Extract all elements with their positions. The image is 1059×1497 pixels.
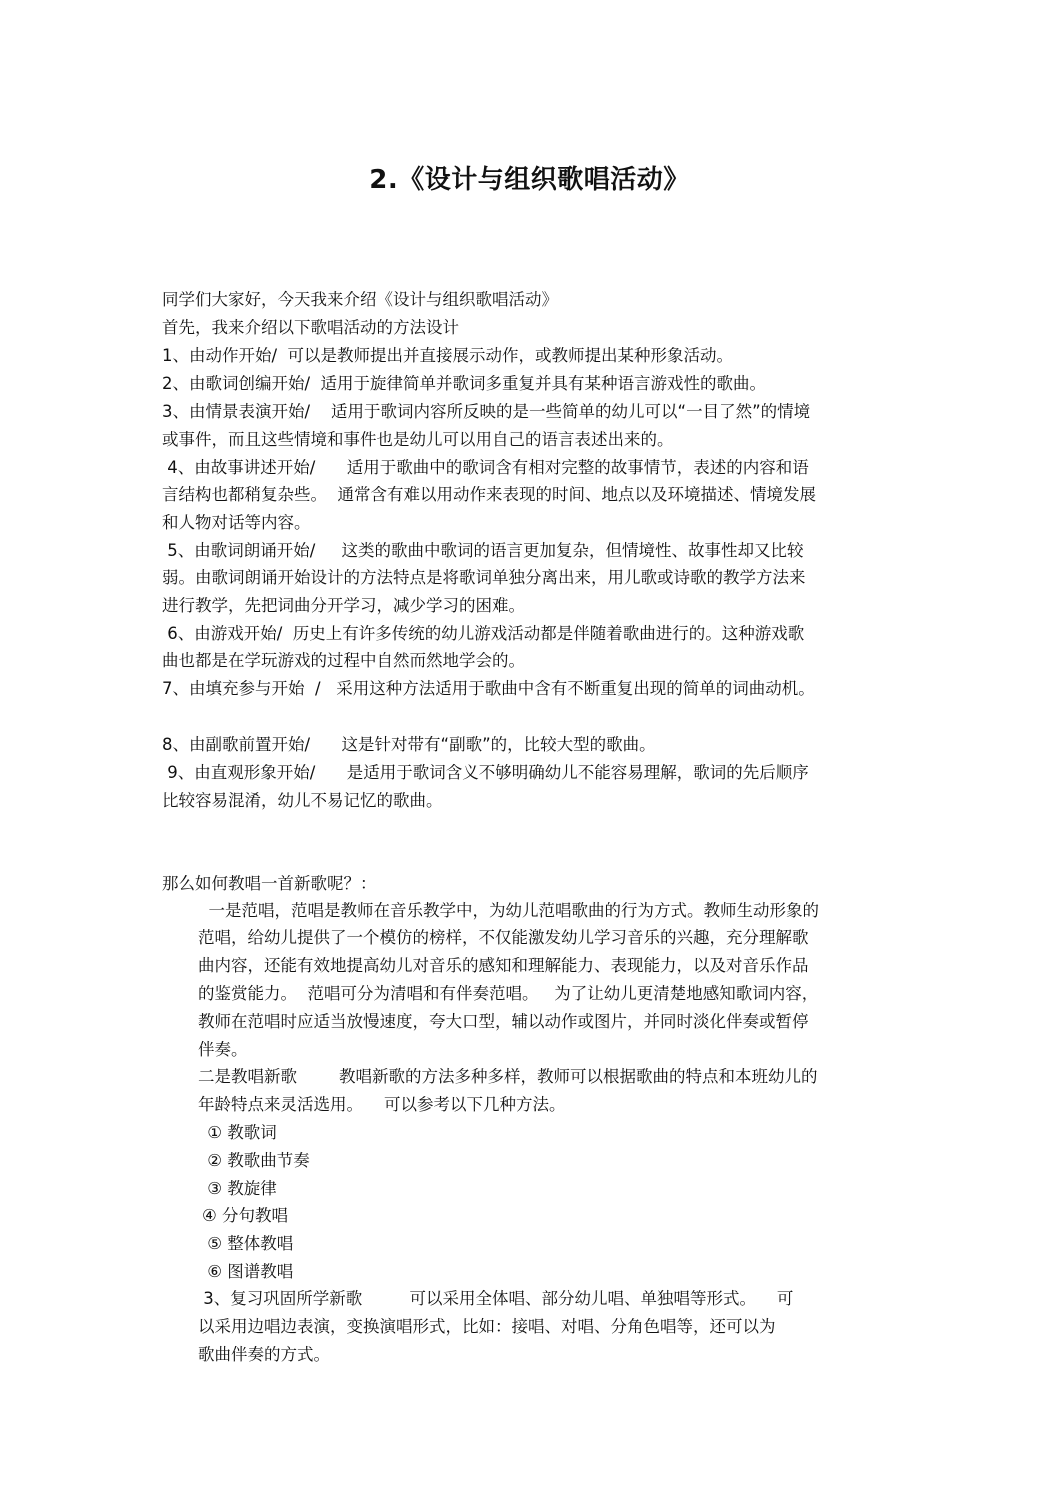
body-line: 伴奏。 xyxy=(198,1040,248,1059)
body-line: 教师在范唱时应适当放慢速度，夸大口型，辅以动作或图片，并同时淡化伴奏或暂停 xyxy=(198,1012,809,1031)
method-line-6: 6、由游戏开始/ 历史上有许多传统的幼儿游戏活动都是伴随着歌曲进行的。这种游戏歌 xyxy=(162,624,805,643)
method-line-8: 8、由副歌前置开始/ 这是针对带有“副歌”的，比较大型的歌曲。 xyxy=(162,735,656,754)
method-line-3: 3、由情景表演开始/ 适用于歌词内容所反映的是一些简单的幼儿可以“一目了然”的情境 xyxy=(162,402,811,421)
method-line-4-cont: 和人物对话等内容。 xyxy=(162,513,311,532)
intro-line: 同学们大家好，今天我来介绍《设计与组织歌唱活动》 xyxy=(162,290,558,309)
method-line-9-cont: 比较容易混淆，幼儿不易记忆的歌曲。 xyxy=(162,791,443,810)
intro-line: 首先，我来介绍以下歌唱活动的方法设计 xyxy=(162,318,459,337)
closing-line: 以采用边唱边表演，变换演唱形式，比如：接唱、对唱、分角色唱等，还可以为 xyxy=(198,1317,776,1336)
body-line: 年龄特点来灵活选用。 可以参考以下几种方法。 xyxy=(198,1095,566,1114)
method-list-item: ④ 分句教唱 xyxy=(202,1206,289,1225)
method-line-9: 9、由直观形象开始/ 是适用于歌词含义不够明确幼儿不能容易理解，歌词的先后顺序 xyxy=(162,763,809,782)
method-line-3-cont: 或事件，而且这些情境和事件也是幼儿可以用自己的语言表述出来的。 xyxy=(162,430,674,449)
method-line-6-cont: 曲也都是在学玩游戏的过程中自然而然地学会的。 xyxy=(162,651,525,670)
method-line-5-cont: 弱。由歌词朗诵开始设计的方法特点是将歌词单独分离出来，用儿歌或诗歌的教学方法来 xyxy=(162,568,806,587)
body-line: 一是范唱，范唱是教师在音乐教学中，为幼儿范唱歌曲的行为方式。教师生动形象的 xyxy=(198,901,819,920)
method-list-item: ③ 教旋律 xyxy=(202,1179,277,1198)
body-line: 范唱，给幼儿提供了一个模仿的榜样，不仅能激发幼儿学习音乐的兴趣，充分理解歌 xyxy=(198,928,809,947)
method-line-1: 1、由动作开始/ 可以是教师提出并直接展示动作，或教师提出某种形象活动。 xyxy=(162,346,734,365)
method-line-5-cont: 进行教学，先把词曲分开学习，减少学习的困难。 xyxy=(162,596,525,615)
body-line: 的鉴赏能力。 范唱可分为清唱和有伴奏范唱。 为了让幼儿更清楚地感知歌词内容， xyxy=(198,984,819,1003)
method-line-5: 5、由歌词朗诵开始/ 这类的歌曲中歌词的语言更加复杂，但情境性、故事性却又比较 xyxy=(162,541,804,560)
method-list-item: ⑥ 图谱教唱 xyxy=(202,1262,294,1281)
section-question: 那么如何教唱一首新歌呢？： xyxy=(162,874,377,893)
method-line-7: 7、由填充参与开始 / 采用这种方法适用于歌曲中含有不断重复出现的简单的词曲动机。 xyxy=(162,679,815,698)
body-line: 二是教唱新歌 教唱新歌的方法多种多样，教师可以根据歌曲的特点和本班幼儿的 xyxy=(198,1067,818,1086)
closing-line: 3、复习巩固所学新歌 可以采用全体唱、部分幼儿唱、单独唱等形式。 可 xyxy=(198,1289,794,1308)
method-list-item: ⑤ 整体教唱 xyxy=(202,1234,294,1253)
method-line-2: 2、由歌词创编开始/ 适用于旋律简单并歌词多重复并具有某种语言游戏性的歌曲。 xyxy=(162,374,767,393)
method-line-4-cont: 言结构也都稍复杂些。 通常含有难以用动作来表现的时间、地点以及环境描述、情境发展 xyxy=(162,485,816,504)
method-list-item: ① 教歌词 xyxy=(202,1123,277,1142)
document-title: 2.《设计与组织歌唱活动》 xyxy=(369,165,690,195)
method-line-4: 4、由故事讲述开始/ 适用于歌曲中的歌词含有相对完整的故事情节，表述的内容和语 xyxy=(162,458,809,477)
body-line: 曲内容，还能有效地提高幼儿对音乐的感知和理解能力、表现能力，以及对音乐作品 xyxy=(198,956,809,975)
closing-line: 歌曲伴奏的方式。 xyxy=(198,1345,330,1364)
method-list-item: ② 教歌曲节奏 xyxy=(202,1151,310,1170)
